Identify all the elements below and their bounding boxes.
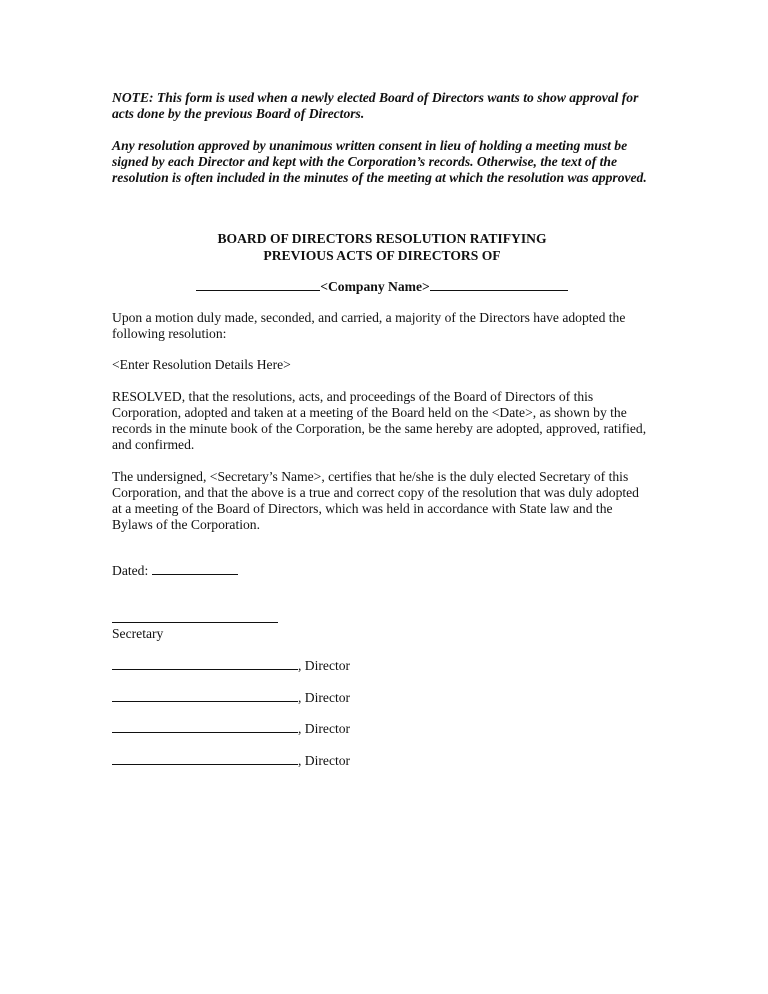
company-name-line [112,278,652,295]
document-title-line-1: BOARD OF DIRECTORS RESOLUTION RATIFYING [217,231,547,246]
director-signature-line [112,720,350,737]
director-blank [112,657,298,670]
company-blank-left [196,278,320,291]
director-label: , Director [298,753,351,768]
director-label: , Director [298,658,351,673]
director-signature-line [112,657,350,674]
secretary-label: Secretary [112,626,164,641]
director-label: , Director [298,721,351,736]
director-blank [112,689,298,702]
director-label: , Director [298,690,351,705]
document-title-line-2: PREVIOUS ACTS OF DIRECTORS OF [263,248,501,263]
secretary-blank [112,610,278,623]
dated-line [112,562,238,579]
director-signature-line [112,752,350,769]
company-name-placeholder: <Company Name> [320,279,430,294]
director-signature-line [112,689,350,706]
certification-paragraph: The undersigned, <Secretary’s Name>, certifies that he/she is the duly elected Secretary of this Corporation, and that the above is a true and correct copy of the resolution that was duly adopted at a meeting of the Board of Directors, which was held in accordance with State law and the Bylaws of the Corporation. [112,469,639,532]
secretary-signature-line [112,610,278,627]
note-paragraph: NOTE: This form is used when a newly elected Board of Directors wants to show approval for acts done by the previous Board of Directors. [112,90,639,121]
dated-label: Dated: [112,563,149,578]
director-blank [112,720,298,733]
dated-blank [152,562,238,575]
resolved-paragraph: RESOLVED, that the resolutions, acts, and proceedings of the Board of Directors of this Corporation, adopted and taken at a meeting of the Board held on the <Date>, as shown by the records in the minute book of the Corporation, be the same hereby are adopted, approved, ratified, and confirmed. [112,389,647,452]
director-blank [112,752,298,765]
note-consent-paragraph: Any resolution approved by unanimous written consent in lieu of holding a meeting must be signed by each Director and kept with the Corporation’s records. Otherwise, the text of the resolution is often included in the minutes of the meeting at which the resolution was approved. [112,138,647,185]
resolution-details-placeholder: <Enter Resolution Details Here> [112,357,291,372]
motion-paragraph: Upon a motion duly made, seconded, and carried, a majority of the Directors have adopted the following resolution: [112,310,626,341]
company-blank-right [430,278,568,291]
